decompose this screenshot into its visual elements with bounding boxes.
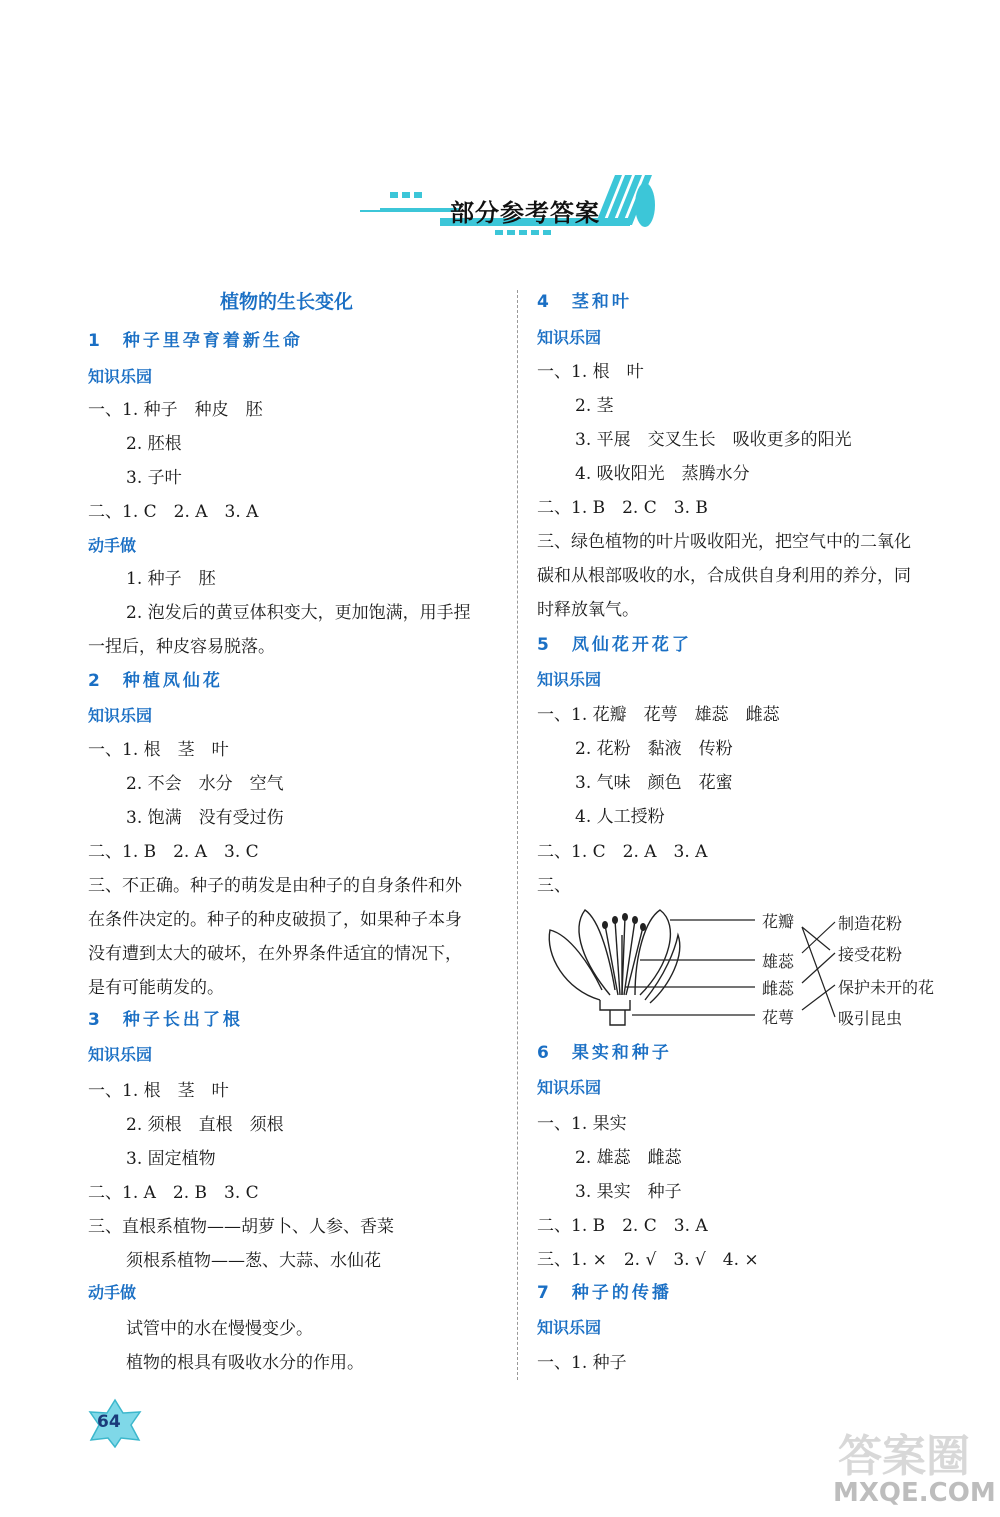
answer-line: 须根系植物——葱、大蒜、水仙花 (126, 1251, 381, 1271)
lesson-title: 4 茎和叶 (537, 292, 632, 312)
answer-line: 一、1. 果实 (537, 1114, 627, 1134)
section-heading: 知识乐园 (88, 1045, 153, 1064)
lesson-title: 6 果实和种子 (537, 1043, 672, 1063)
section-heading: 知识乐园 (88, 367, 153, 386)
diagram-part-label: 花萼 (762, 1008, 795, 1027)
answer-line: 一捏后，种皮容易脱落。 (88, 637, 275, 657)
lesson-title: 2 种植凤仙花 (88, 671, 223, 691)
answer-line: 三、 (537, 876, 571, 896)
section-heading: 知识乐园 (88, 706, 153, 725)
diagram-function-label: 吸引昆虫 (838, 1009, 903, 1028)
answer-line: 二、1. C 2. A 3. A (88, 502, 259, 522)
column-divider (517, 290, 518, 1380)
section-heading: 动手做 (88, 1283, 137, 1302)
answer-line: 2. 茎 (575, 396, 614, 416)
answer-line: 二、1. C 2. A 3. A (537, 842, 708, 862)
answer-line: 是有可能萌发的。 (88, 978, 224, 998)
section-heading: 知识乐园 (537, 1078, 602, 1097)
answer-line: 一、1. 根 叶 (537, 362, 644, 382)
watermark-logo: 答案圈 (838, 1431, 970, 1482)
section-heading: 知识乐园 (537, 670, 602, 689)
unit-title: 植物的生长变化 (220, 291, 354, 313)
diagram-part-label: 花瓣 (762, 912, 795, 931)
diagram-function-label: 接受花粉 (838, 945, 903, 964)
section-heading: 动手做 (88, 536, 137, 555)
answer-line: 3. 气味 颜色 花蜜 (575, 773, 733, 793)
answer-line: 1. 种子 胚 (126, 569, 216, 589)
page-number: 64 (97, 1412, 121, 1432)
answer-line: 三、不正确。种子的萌发是由种子的自身条件和外 (88, 876, 462, 896)
watermark-text: MXQE.COM (833, 1478, 996, 1508)
section-heading: 知识乐园 (537, 328, 602, 347)
answer-line: 一、1. 种子 (537, 1353, 627, 1373)
answer-line: 3. 固定植物 (126, 1149, 216, 1169)
answer-line: 三、1. × 2. √ 3. √ 4. × (537, 1250, 759, 1270)
section-heading: 知识乐园 (537, 1318, 602, 1337)
lesson-title: 5 凤仙花开花了 (537, 635, 692, 655)
answer-line: 4. 吸收阳光 蒸腾水分 (575, 464, 750, 484)
answer-line: 时释放氧气。 (537, 600, 639, 620)
answer-line: 没有遭到太大的破坏，在外界条件适宜的情况下， (88, 944, 462, 964)
answer-line: 一、1. 根 茎 叶 (88, 740, 229, 760)
answer-line: 三、直根系植物——胡萝卜、人参、香菜 (88, 1217, 394, 1237)
answer-line: 碳和从根部吸收的水，合成供自身利用的养分，同 (537, 566, 911, 586)
page-title: 部分参考答案 (450, 199, 600, 227)
answer-line: 2. 雄蕊 雌蕊 (575, 1148, 682, 1168)
lesson-title: 1 种子里孕育着新生命 (88, 331, 303, 351)
answer-line: 二、1. B 2. A 3. C (88, 842, 259, 862)
lesson-title: 7 种子的传播 (537, 1283, 672, 1303)
answer-line: 3. 果实 种子 (575, 1182, 682, 1202)
answer-line: 二、1. B 2. C 3. B (537, 498, 708, 518)
answer-line: 2. 不会 水分 空气 (126, 774, 284, 794)
answer-line: 在条件决定的。种子的种皮破损了，如果种子本身 (88, 910, 462, 930)
answer-line: 一、1. 根 茎 叶 (88, 1081, 229, 1101)
diagram-part-label: 雌蕊 (762, 979, 795, 998)
answer-line: 2. 须根 直根 须根 (126, 1115, 284, 1135)
answer-line: 一、1. 花瓣 花萼 雄蕊 雌蕊 (537, 705, 780, 725)
answer-line: 2. 泡发后的黄豆体积变大，更加饱满，用手捏 (126, 603, 471, 623)
answer-line: 二、1. A 2. B 3. C (88, 1183, 259, 1203)
diagram-part-label: 雄蕊 (762, 952, 795, 971)
diagram-function-label: 保护未开的花 (838, 978, 935, 997)
lesson-title: 3 种子长出了根 (88, 1010, 243, 1030)
answer-line: 2. 胚根 (126, 434, 182, 454)
answer-line: 二、1. B 2. C 3. A (537, 1216, 708, 1236)
answer-line: 3. 子叶 (126, 468, 182, 488)
answer-line: 4. 人工授粉 (575, 807, 665, 827)
answer-line: 试管中的水在慢慢变少。 (126, 1319, 313, 1339)
diagram-function-label: 制造花粉 (838, 914, 903, 933)
answer-line: 3. 平展 交叉生长 吸收更多的阳光 (575, 430, 852, 450)
answer-line: 三、绿色植物的叶片吸收阳光，把空气中的二氧化 (537, 532, 911, 552)
answer-line: 植物的根具有吸收水分的作用。 (126, 1353, 364, 1373)
answer-line: 一、1. 种子 种皮 胚 (88, 400, 263, 420)
flower-matching-diagram (540, 895, 960, 1035)
answer-line: 3. 饱满 没有受过伤 (126, 808, 284, 828)
answer-line: 2. 花粉 黏液 传粉 (575, 739, 733, 759)
